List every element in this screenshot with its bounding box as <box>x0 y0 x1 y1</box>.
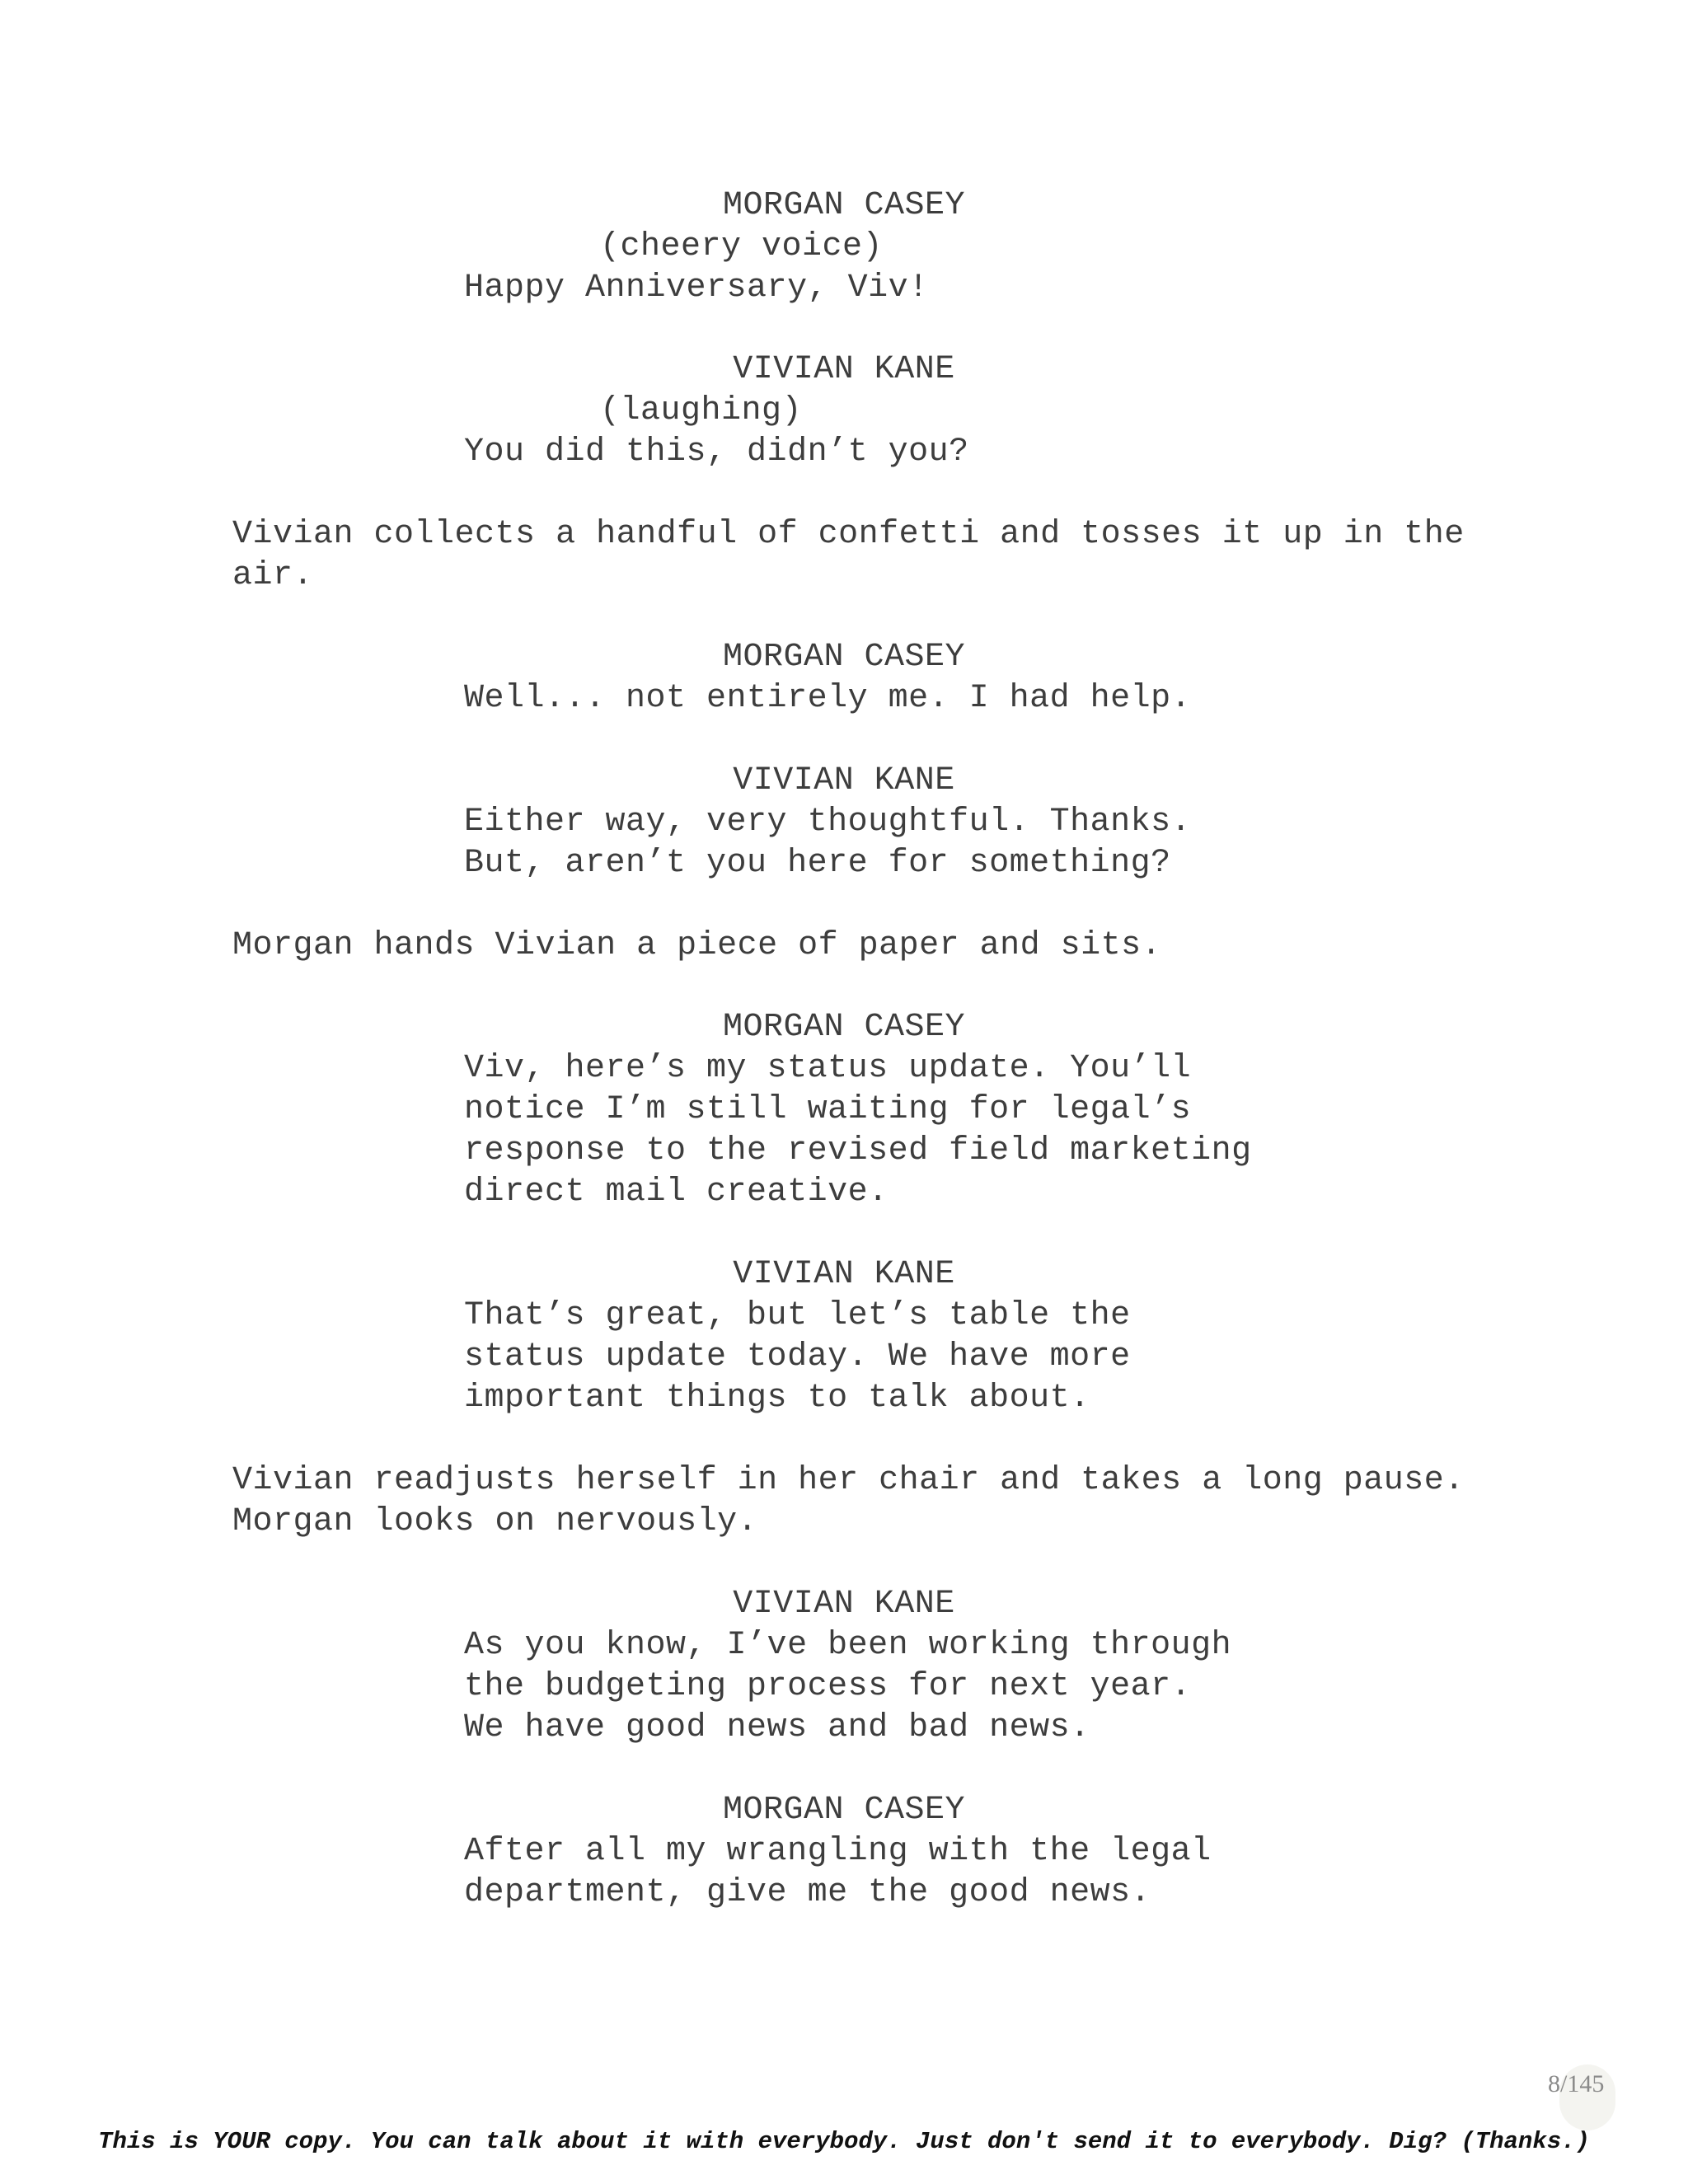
dialogue-line: important things to talk about. <box>464 1380 1090 1417</box>
character-name: MORGAN CASEY <box>722 639 966 676</box>
character-name: MORGAN CASEY <box>722 1009 966 1046</box>
dialogue-line: status update today. We have more <box>464 1338 1131 1376</box>
dialogue-line: Viv, here’s my status update. You’ll <box>464 1050 1192 1087</box>
parenthetical: (cheery voice) <box>600 228 884 265</box>
dialogue-line: Either way, very thoughtful. Thanks. <box>464 804 1192 841</box>
action-line: Morgan hands Vivian a piece of paper and sits. <box>232 927 1162 964</box>
action-line: Vivian collects a handful of confetti and tosses it up in the <box>232 516 1465 553</box>
dialogue-line: You did this, didn’t you? <box>464 434 969 471</box>
dialogue-line: We have good news and bad news. <box>464 1709 1090 1746</box>
character-name: VIVIAN KANE <box>733 351 955 388</box>
dialogue-line: Well... not entirely me. I had help. <box>464 680 1192 717</box>
parenthetical: (laughing) <box>600 392 803 429</box>
character-name: VIVIAN KANE <box>733 762 955 799</box>
dialogue-line: direct mail creative. <box>464 1174 889 1211</box>
dialogue-line: response to the revised field marketing <box>464 1132 1252 1169</box>
action-line: Morgan looks on nervously. <box>232 1503 758 1540</box>
action-line: air. <box>232 557 314 594</box>
footer-notice: This is YOUR copy. You can talk about it with everybody. Just don't send it to everybody. Dig? (Thanks.) <box>98 2128 1590 2155</box>
dialogue-line: But, aren’t you here for something? <box>464 845 1171 882</box>
dialogue-line: Happy Anniversary, Viv! <box>464 269 929 307</box>
dialogue-line: notice I’m still waiting for legal’s <box>464 1091 1192 1128</box>
dialogue-line: After all my wrangling with the legal <box>464 1833 1212 1870</box>
character-name: MORGAN CASEY <box>722 1792 966 1829</box>
character-name: MORGAN CASEY <box>722 187 966 224</box>
dialogue-line: That’s great, but let’s table the <box>464 1297 1131 1334</box>
dialogue-line: department, give me the good news. <box>464 1874 1151 1911</box>
character-name: VIVIAN KANE <box>733 1586 955 1623</box>
dialogue-line: the budgeting process for next year. <box>464 1668 1192 1705</box>
character-name: VIVIAN KANE <box>733 1256 955 1293</box>
action-line: Vivian readjusts herself in her chair and takes a long pause. <box>232 1462 1465 1499</box>
dialogue-line: As you know, I’ve been working through <box>464 1627 1232 1664</box>
page-number: 8/145 <box>1548 2070 1605 2097</box>
